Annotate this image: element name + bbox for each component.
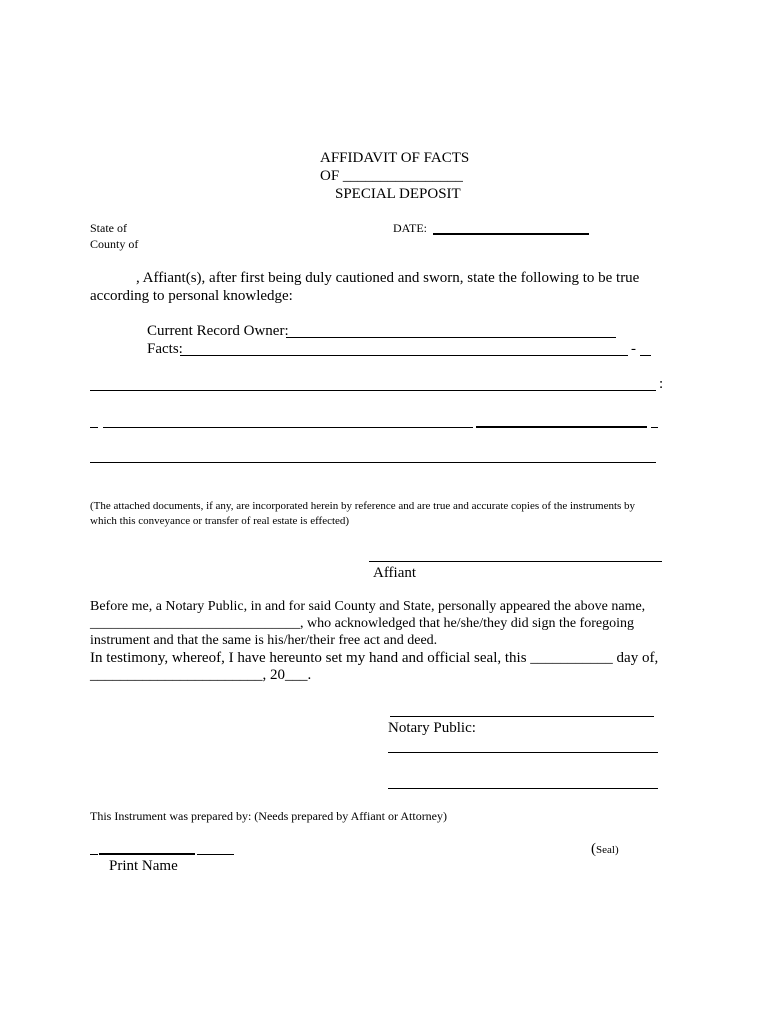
facts-line-2a (103, 427, 473, 428)
print-name-line (99, 853, 195, 855)
facts-label: Facts: (147, 341, 183, 357)
affiant-label: Affiant (373, 565, 417, 581)
notary-signature-line (390, 716, 654, 717)
facts-line-1 (90, 390, 656, 391)
print-name-label: Print Name (109, 858, 178, 874)
facts-suffix: - (631, 341, 636, 357)
attached-note-line-1: (The attached documents, if any, are incorporated herein by reference and are true and accurate copies of the instruments by (90, 500, 636, 512)
county-label: County of (90, 237, 139, 251)
intro-line-2: according to personal knowledge: (90, 288, 293, 304)
testimony-date-line: _______________________, 20___. (90, 667, 312, 683)
record-owner-line (286, 337, 616, 338)
document-subtitle: SPECIAL DEPOSIT (335, 186, 461, 202)
record-owner-label: Current Record Owner: (147, 323, 289, 339)
seal-paren: ( (591, 841, 596, 857)
facts-line-2b (476, 426, 647, 428)
print-name-line-end (197, 854, 234, 855)
facts-line (180, 355, 628, 356)
document-title: AFFIDAVIT OF FACTS (320, 150, 470, 166)
testimony-line: In testimony, whereof, I have hereunto set my hand and official seal, this ___________ day of, (90, 650, 659, 666)
facts-line-2-start (90, 427, 98, 428)
print-name-line-start (90, 854, 98, 855)
facts-suffix-line (640, 355, 651, 356)
intro-line-1: , Affiant(s), after first being duly cautioned and sworn, state the following to be true (136, 270, 640, 286)
facts-line-2-end (651, 427, 658, 428)
notary-text-line-2: ______________________________, who acknowledged that he/she/they did sign the foregoing (90, 616, 634, 631)
state-label: State of (90, 221, 127, 235)
notary-line-3 (388, 788, 658, 789)
facts-line-1-suffix: : (659, 376, 664, 392)
affiant-signature-line (369, 561, 662, 562)
date-label: DATE: (393, 221, 427, 235)
notary-line-2 (388, 752, 658, 753)
facts-line-3 (90, 462, 656, 463)
notary-text-line-1: Before me, a Notary Public, in and for said County and State, personally appeared the above name, (90, 599, 646, 614)
date-line (433, 233, 589, 235)
seal-label: Seal) (596, 844, 619, 856)
attached-note-line-2: which this conveyance or transfer of real estate is effected) (90, 515, 350, 527)
prepared-by-text: This Instrument was prepared by: (Needs prepared by Affiant or Attorney) (90, 809, 448, 823)
document-title-of: OF ________________ (320, 168, 463, 184)
notary-public-label: Notary Public: (388, 720, 476, 736)
notary-text-line-3: instrument and that the same is his/her/their free act and deed. (90, 633, 438, 648)
